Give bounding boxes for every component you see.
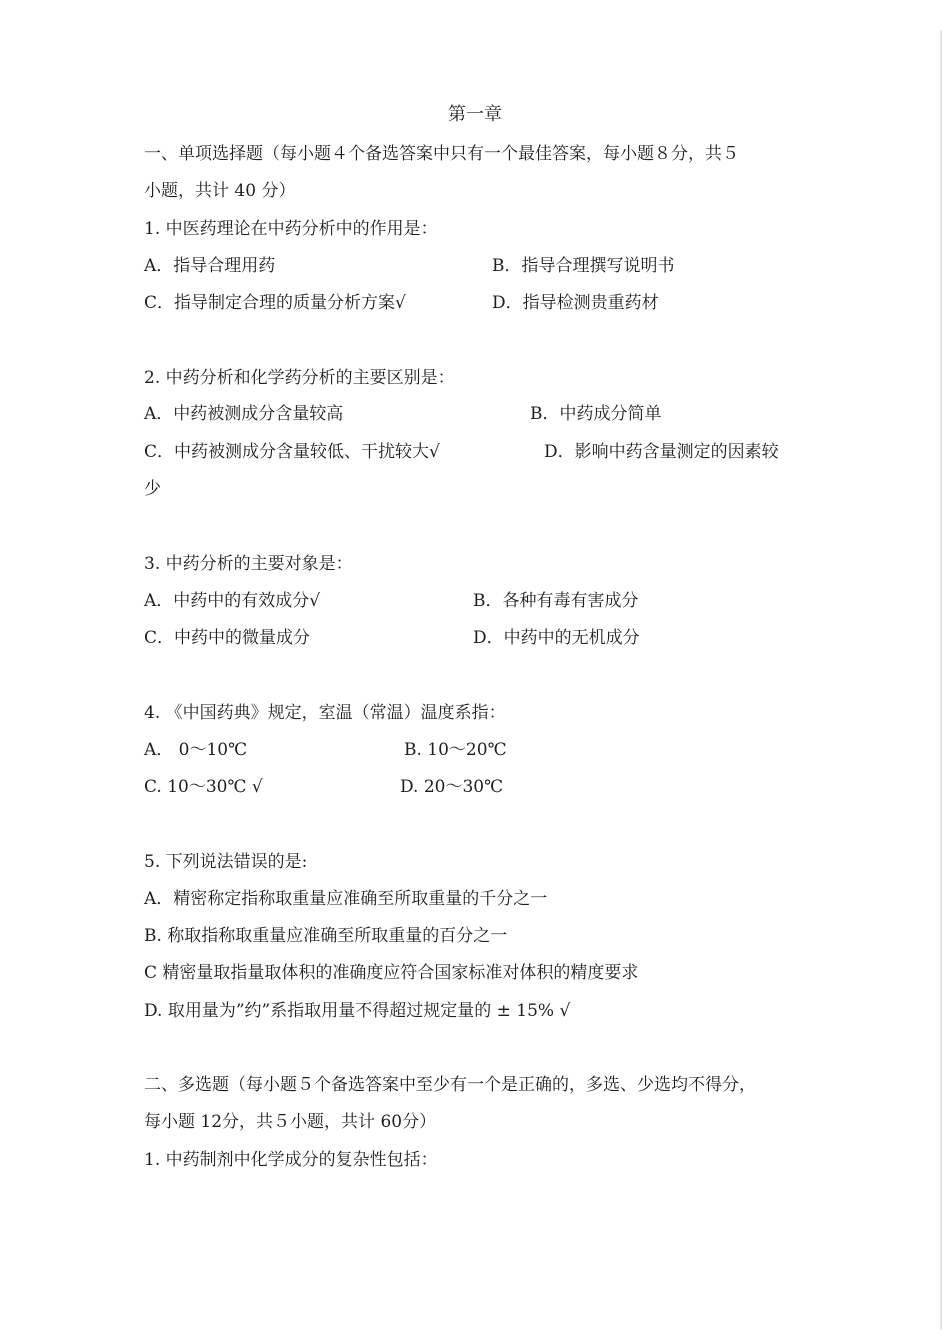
section2-heading-line2: 每小题 12分，共５小题，共计 60分）	[144, 1112, 437, 1132]
page-edge-divider	[940, 30, 942, 1330]
q2-option-c: C．中药被测成分含量较低、干扰较大√	[144, 442, 440, 462]
q4-option-b: B. 10～20℃	[404, 740, 507, 760]
q5-option-d: D. 取用量为”约”系指取用量不得超过规定量的 ± 15% √	[144, 1001, 571, 1021]
q4-option-a: A． 0～10℃	[144, 740, 248, 760]
q2-stem: 2. 中药分析和化学药分析的主要区别是：	[144, 368, 455, 388]
section1-heading-line1: 一、单项选择题（每小题４个备选答案中只有一个最佳答案，每小题８分，共５	[144, 144, 739, 164]
q2-option-d-line1: D．影响中药含量测定的因素较	[544, 442, 779, 462]
q1-option-c: C．指导制定合理的质量分析方案√	[144, 293, 406, 313]
q5-option-a: A．精密称定指称取重量应准确至所取重量的千分之一	[144, 889, 548, 909]
q1-option-d: D．指导检测贵重药材	[492, 293, 659, 313]
q4-option-d: D. 20～30℃	[400, 777, 504, 797]
q4-stem: 4. 《中国药典》规定，室温（常温）温度系指：	[144, 703, 506, 723]
q3-option-b: B．各种有毒有害成分	[473, 591, 639, 611]
q4-option-c: C. 10～30℃ √	[144, 777, 263, 797]
q5-option-b: B. 称取指称取重量应准确至所取重量的百分之一	[144, 926, 508, 946]
section1-heading-line2: 小题，共计 40 分）	[144, 181, 296, 201]
q3-stem: 3. 中药分析的主要对象是：	[144, 554, 353, 574]
q5-stem: 5. 下列说法错误的是:	[144, 852, 308, 872]
section2-heading-line1: 二、多选题（每小题５个备选答案中至少有一个是正确的，多选、少选均不得分，	[144, 1075, 756, 1095]
chapter-title: 第一章	[448, 104, 502, 125]
q2-option-b: B．中药成分简单	[530, 404, 662, 424]
q3-option-a: A．中药中的有效成分√	[144, 591, 321, 611]
q1-stem: 1. 中医药理论在中药分析中的作用是：	[144, 219, 438, 239]
q1-option-b: B．指导合理撰写说明书	[492, 256, 675, 276]
q3-option-c: C．中药中的微量成分	[144, 628, 311, 648]
q2-option-d-line2: 少	[144, 479, 161, 499]
q2-option-a: A．中药被测成分含量较高	[144, 404, 344, 424]
q5-option-c: C 精密量取指量取体积的准确度应符合国家标准对体积的精度要求	[144, 963, 639, 983]
q1-option-a: A．指导合理用药	[144, 256, 276, 276]
q3-option-d: D．中药中的无机成分	[473, 628, 640, 648]
m1-stem: 1. 中药制剂中化学成分的复杂性包括：	[144, 1150, 438, 1170]
